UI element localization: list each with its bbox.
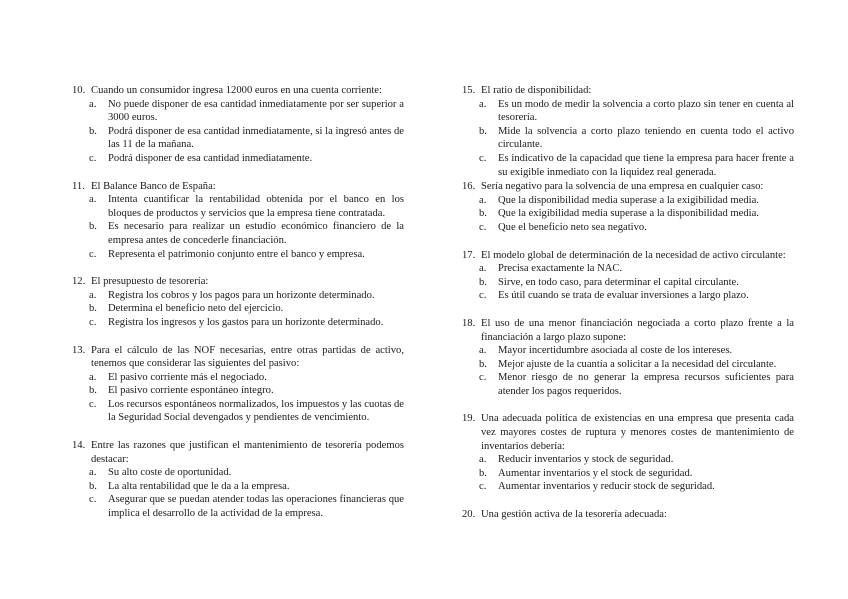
option-letter: b.: [479, 208, 487, 220]
option-text: Es necesario para realizar un estudio económico financiero de la empresa antes de concederle financiación.: [108, 221, 404, 246]
option-b: [462, 125, 794, 152]
question-number: 10.: [72, 85, 86, 96]
option-text: Asegurar que se puedan atender todas las operaciones financieras que implica el desarrollo de la actividad de la empresa.: [108, 494, 404, 520]
option-text: Aumentar inventarios y el stock de seguridad.: [498, 467, 693, 479]
option-letter: b.: [89, 303, 97, 315]
option-letter: a.: [479, 263, 487, 275]
option-b: [462, 467, 794, 481]
option-b: [462, 358, 794, 372]
option-text: Reducir inventarios y stock de seguridad.: [498, 454, 674, 466]
question-number: 17.: [462, 249, 476, 261]
option-letter: c.: [89, 494, 97, 506]
option-b: [462, 276, 794, 290]
option-c: [462, 152, 794, 179]
question-17: [462, 249, 794, 303]
option-letter: c.: [479, 290, 487, 302]
option-c: [462, 371, 794, 398]
question-number: 11.: [72, 180, 85, 192]
option-text: Registra los ingresos y los gastos para un horizonte determinado.: [108, 316, 384, 328]
option-letter: a.: [89, 194, 97, 206]
option-text: Podrá disponer de esa cantidad inmediatamente.: [108, 152, 313, 164]
option-letter: a.: [89, 98, 97, 110]
option-b: [72, 302, 404, 316]
option-text: Mayor incertidumbre asociada al coste de los intereses.: [498, 345, 733, 357]
question-text: El presupuesto de tesorería:: [91, 276, 209, 288]
option-letter: b.: [89, 385, 97, 397]
option-text: Que el beneficio neto sea negativo.: [498, 221, 647, 233]
question-number: 20.: [462, 509, 476, 521]
question-text: Entre las razones que justifican el mantenimiento de tesorería podemos destacar:: [91, 440, 404, 465]
option-letter: a.: [89, 467, 97, 479]
option-text: Aumentar inventarios y reducir stock de seguridad.: [498, 481, 715, 493]
option-letter: c.: [89, 316, 97, 328]
option-a: [72, 466, 404, 480]
option-c: [72, 316, 404, 330]
question-text: El ratio de disponibilidad:: [481, 85, 592, 96]
option-text: El pasivo corriente más el negociado.: [108, 371, 267, 383]
option-text: Que la exigibilidad media superase a la disponibilidad media.: [498, 208, 759, 220]
question-19: [462, 412, 794, 494]
option-letter: a.: [479, 454, 487, 466]
question-12: [72, 275, 404, 329]
option-letter: c.: [89, 152, 97, 164]
option-text: Los recursos espontáneos normalizados, los impuestos y las cuotas de la Seguridad Social devengados y pendientes de vencimiento.: [108, 398, 404, 424]
option-letter: c.: [479, 152, 487, 164]
option-text: Mejor ajuste de la cuantía a solicitar a la necesidad del circulante.: [498, 358, 777, 370]
question-number: 19.: [462, 413, 476, 425]
option-text: No puede disponer de esa cantidad inmediatamente por ser superior a 3000 euros.: [108, 98, 404, 124]
option-text: Podrá disponer de esa cantidad inmediatamente, si la ingresó antes de las 11 de la mañana.: [108, 125, 404, 151]
option-letter: a.: [479, 345, 487, 357]
option-letter: c.: [479, 481, 487, 493]
option-c: [462, 221, 794, 235]
question-20: [462, 508, 794, 522]
question-11: [72, 180, 404, 262]
option-text: Registra los cobros y los pagos para un horizonte determinado.: [108, 289, 375, 301]
option-letter: a.: [89, 289, 97, 301]
option-letter: b.: [89, 221, 97, 233]
option-c: [462, 289, 794, 303]
question-text: Para el cálculo de las NOF necesarias, entre otras partidas de activo, tenemos que considerar las siguientes del pasivo:: [91, 344, 404, 370]
option-b: [72, 220, 404, 247]
question-text: El uso de una menor financiación negociada a corto plazo frente a la financiación a largo plazo supone:: [481, 317, 794, 343]
option-a: [462, 344, 794, 358]
option-letter: a.: [89, 371, 97, 383]
question-number: 12.: [72, 276, 86, 288]
option-c: [72, 398, 404, 425]
option-text: Es un modo de medir la solvencia a corto plazo sin tener en cuenta al tesorería.: [498, 98, 794, 124]
option-b: [72, 125, 404, 152]
option-b: [72, 480, 404, 494]
option-a: [72, 371, 404, 385]
option-text: Que la disponibilidad media superase a la exigibilidad media.: [498, 194, 759, 206]
option-letter: a.: [479, 194, 487, 206]
option-letter: b.: [479, 125, 487, 137]
option-a: [462, 194, 794, 208]
option-letter: c.: [479, 372, 487, 384]
option-text: Determina el beneficio neto del ejercicio.: [108, 303, 284, 315]
option-text: Su alto coste de oportunidad.: [108, 467, 232, 479]
option-b: [462, 207, 794, 221]
option-text: Mide la solvencia a corto plazo teniendo en cuenta todo el activo circulante.: [498, 125, 794, 151]
option-c: [72, 152, 404, 166]
option-a: [462, 262, 794, 276]
option-text: Es útil cuando se trata de evaluar inversiones a largo plazo.: [498, 290, 749, 302]
question-14: [72, 439, 404, 521]
question-text: Una gestión activa de la tesorería adecuada:: [481, 509, 667, 521]
option-a: [72, 193, 404, 220]
question-18: [462, 317, 794, 399]
question-16: [462, 180, 794, 234]
option-b: [72, 384, 404, 398]
option-letter: c.: [89, 398, 97, 410]
question-number: 16.: [462, 181, 476, 193]
option-text: La alta rentabilidad que le da a la empresa.: [108, 480, 290, 492]
option-text: Representa el patrimonio conjunto entre el banco y empresa.: [108, 248, 365, 260]
question-number: 13.: [72, 344, 86, 356]
question-text: Una adecuada política de existencias en una empresa que presenta cada vez mayores costes de ruptura y menores costes de mantenimiento de inventarios debería:: [481, 413, 794, 452]
option-letter: b.: [479, 276, 487, 288]
question-15: [462, 84, 794, 179]
option-text: Menor riesgo de no generar la empresa recursos suficientes para atender los pagos requeridos.: [498, 372, 794, 397]
question-text: Sería negativo para la solvencia de una empresa en cualquier caso:: [481, 181, 764, 193]
question-number: 14.: [72, 440, 86, 452]
option-letter: b.: [89, 125, 97, 137]
question-text: El Balance Banco de España:: [91, 180, 216, 192]
option-c: [462, 480, 794, 494]
question-number: 18.: [462, 317, 476, 329]
option-a: [72, 98, 404, 125]
option-letter: b.: [479, 358, 487, 370]
option-text: Intenta cuantificar la rentabilidad obtenida por el banco en los bloques de productos y servicios que la empresa tiene contratada.: [108, 194, 404, 219]
left-column: [72, 84, 404, 521]
option-a: [462, 453, 794, 467]
question-text: El modelo global de determinación de la necesidad de activo circulante:: [481, 249, 786, 261]
right-column: [462, 84, 794, 522]
option-letter: c.: [89, 248, 97, 260]
option-text: Precisa exactamente la NAC.: [498, 263, 623, 275]
option-letter: c.: [479, 221, 487, 233]
option-c: [72, 493, 404, 520]
option-c: [72, 248, 404, 262]
option-text: Es indicativo de la capacidad que tiene la empresa para hacer frente a su exigible inmediato con la liquidez real generada.: [498, 152, 794, 178]
option-text: Sirve, en todo caso, para determinar el capital circulante.: [498, 276, 739, 288]
option-text: El pasivo corriente espontáneo íntegro.: [108, 385, 274, 397]
option-letter: b.: [89, 480, 97, 492]
option-a: [462, 98, 794, 125]
question-number: 15.: [462, 85, 476, 96]
option-letter: a.: [479, 98, 487, 110]
option-letter: b.: [479, 467, 487, 479]
question-text: Cuando un consumidor ingresa 12000 euros en una cuenta corriente:: [91, 85, 382, 96]
question-13: [72, 344, 404, 426]
question-10: [72, 84, 404, 166]
option-a: [72, 289, 404, 303]
